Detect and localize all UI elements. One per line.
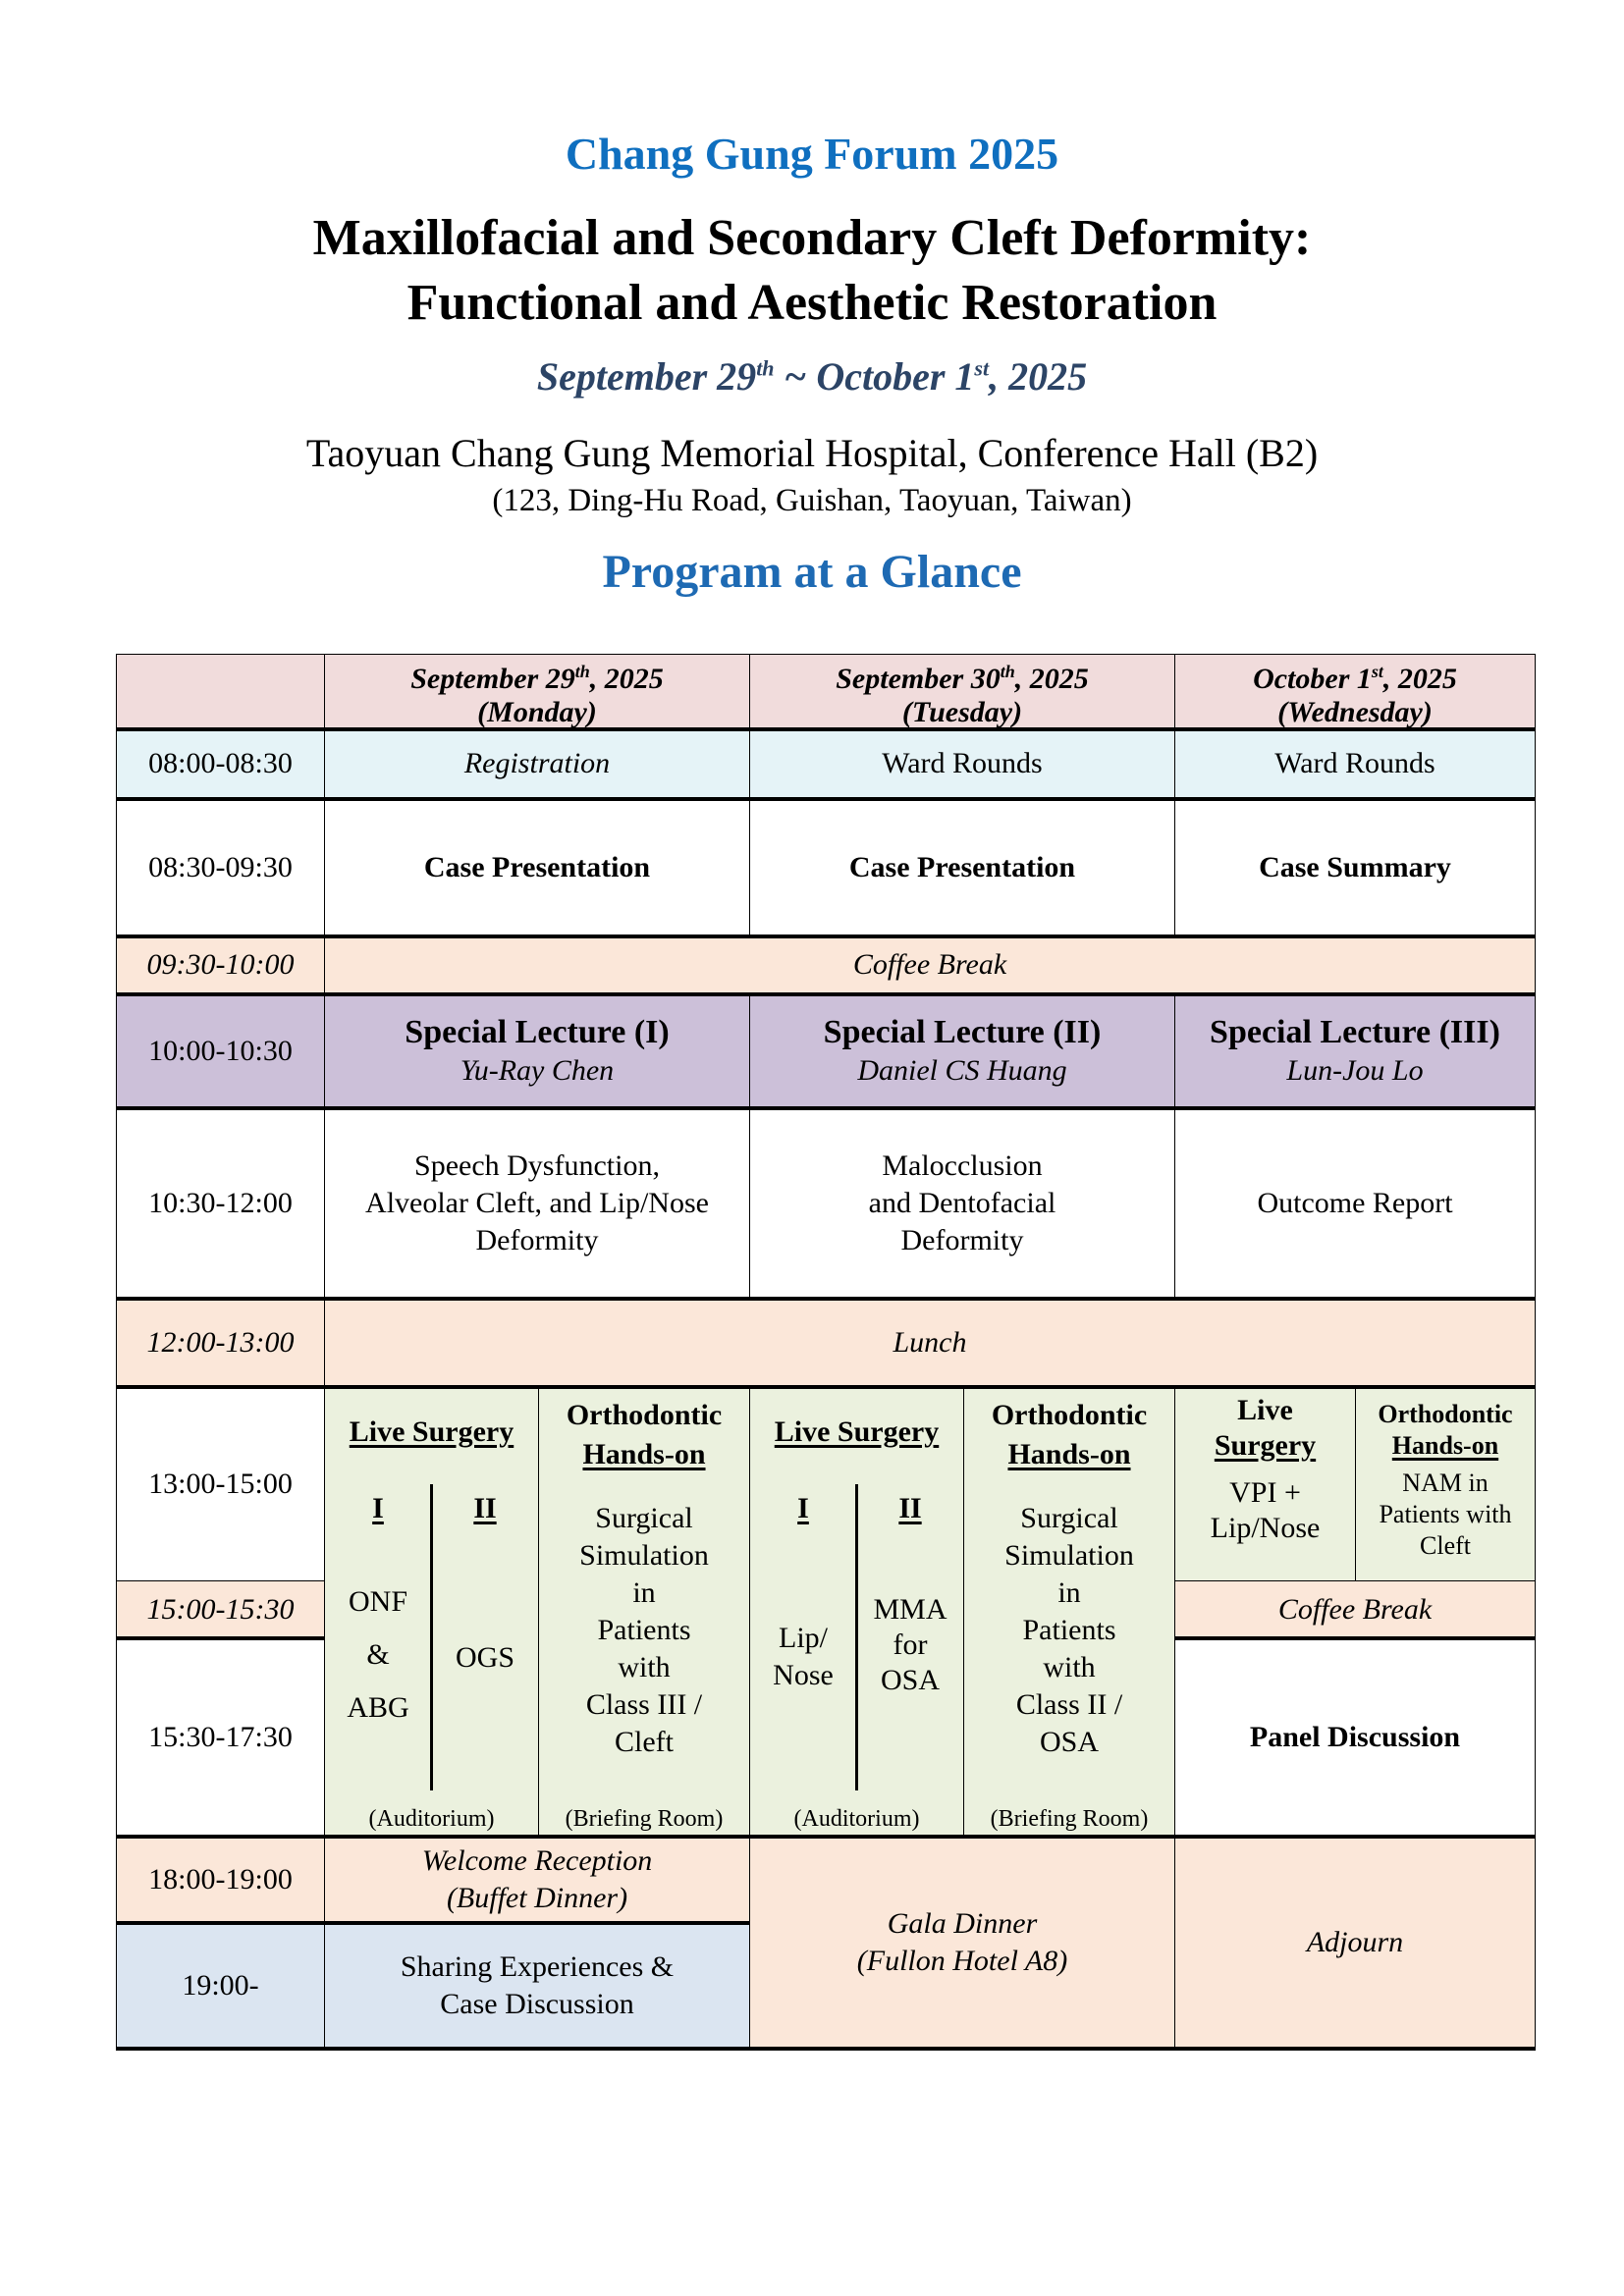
- ortho-day2-content: Surgical Simulation in Patients with Class II / OSA: [1004, 1502, 1134, 1758]
- special-lecture-2: [749, 993, 1175, 1108]
- topic-day2-line: and Dentofacial: [868, 1186, 1056, 1219]
- time-1800: 18:00-19:00: [116, 1836, 325, 1923]
- welcome-reception: [324, 1836, 750, 1923]
- topic-day2-line: Malocclusion: [882, 1148, 1043, 1182]
- lecture-3-speaker: Lun-Jou Lo: [1286, 1053, 1424, 1087]
- event-title-line1: Maxillofacial and Secondary Cleft Deformity:: [312, 210, 1312, 266]
- day-3-weekday: (Wednesday): [1277, 695, 1433, 728]
- time-0930: 09:30-10:00: [116, 935, 325, 994]
- lunch: Lunch: [324, 1298, 1536, 1387]
- corner-cell: [116, 654, 325, 729]
- day-1-date: September 29th, 2025: [410, 661, 664, 695]
- date-year: , 2025: [989, 354, 1088, 399]
- date-end-suffix: st: [974, 355, 990, 381]
- row-divider: [1174, 1636, 1536, 1640]
- day-header-1: [324, 654, 750, 729]
- panel-discussion: Panel Discussion: [1174, 1637, 1536, 1837]
- case-presentation-day1: Case Presentation: [324, 798, 750, 936]
- date-start-suffix: th: [756, 355, 775, 381]
- address: (123, Ding-Hu Road, Guishan, Taoyuan, Taiwan): [492, 483, 1132, 518]
- row-divider: [116, 1297, 1536, 1301]
- ortho-day3-label: Orthodontic Hands-on: [1378, 1400, 1513, 1460]
- row-divider: [116, 1835, 1536, 1839]
- time-1000: 10:00-10:30: [116, 993, 325, 1108]
- topic-day1-line: Speech Dysfunction,: [414, 1148, 660, 1182]
- gala-dinner-venue: (Fullon Hotel A8): [856, 1945, 1068, 1977]
- day3-ortho-content: NAM in Patients with Cleft: [1379, 1468, 1512, 1560]
- event-title: [0, 206, 1624, 336]
- row-divider: [116, 1106, 1536, 1110]
- case-summary: Case Summary: [1174, 798, 1536, 936]
- topic-day2-line: Deformity: [900, 1223, 1024, 1256]
- day-1-weekday: (Monday): [477, 695, 597, 728]
- special-lecture-3: [1174, 993, 1536, 1108]
- row-divider: [116, 1921, 750, 1925]
- case-presentation-day2: Case Presentation: [749, 798, 1175, 936]
- time-1900: 19:00-: [116, 1922, 325, 2050]
- time-1030: 10:30-12:00: [116, 1107, 325, 1299]
- live-surgery-day2-label: Live Surgery: [774, 1415, 940, 1448]
- topic-day1: [324, 1107, 750, 1299]
- time-1530: 15:30-17:30: [116, 1637, 325, 1837]
- row-divider: [116, 797, 1536, 801]
- room-ii-label: II: [898, 1492, 922, 1524]
- row-divider: [116, 1385, 1536, 1389]
- time-1300: 13:00-15:00: [116, 1386, 325, 1581]
- live-surgery-day3: [1174, 1386, 1356, 1581]
- sharing-line1: Sharing Experiences &: [400, 1950, 675, 1983]
- lecture-1-title: Special Lecture (I): [405, 1013, 670, 1050]
- date-start: September 29: [536, 354, 757, 399]
- day-2-weekday: (Tuesday): [901, 695, 1023, 728]
- venue: Taoyuan Chang Gung Memorial Hospital, Conference Hall (B2): [305, 431, 1319, 475]
- event-title-line2: Functional and Aesthetic Restoration: [406, 275, 1218, 331]
- time-1500: 15:00-15:30: [116, 1580, 325, 1638]
- event-dates: [0, 353, 1624, 400]
- coffee-break-morning: Coffee Break: [324, 935, 1536, 994]
- row-divider: [116, 992, 1536, 996]
- date-end: ~ October 1: [774, 354, 975, 399]
- ward-rounds-day2: Ward Rounds: [749, 728, 1175, 799]
- gala-dinner-title: Gala Dinner: [887, 1907, 1038, 1940]
- lecture-3-title: Special Lecture (III): [1210, 1013, 1500, 1050]
- time-1200: 12:00-13:00: [116, 1298, 325, 1387]
- topic-day3: Outcome Report: [1174, 1107, 1536, 1299]
- room-ii-label: II: [473, 1492, 497, 1524]
- day1-auditorium: (Auditorium): [368, 1806, 495, 1832]
- sharing-line2: Case Discussion: [440, 1988, 634, 2020]
- lecture-2-title: Special Lecture (II): [823, 1013, 1102, 1050]
- topic-day1-line: Alveolar Cleft, and Lip/Nose: [365, 1186, 709, 1219]
- section-title: Program at a Glance: [602, 546, 1022, 598]
- welcome-reception-title: Welcome Reception: [421, 1843, 653, 1877]
- row-divider: [116, 934, 1536, 938]
- day1-room-i-content: ONF & ABG: [347, 1585, 409, 1724]
- day1-room-ii-content: OGS: [455, 1641, 514, 1674]
- time-0800: 08:00-08:30: [116, 728, 325, 799]
- lecture-1-speaker: Yu-Ray Chen: [460, 1053, 615, 1087]
- day-header-3: [1174, 654, 1536, 729]
- day2-room-ii-content: MMA for OSA: [873, 1593, 947, 1696]
- time-0830: 08:30-09:30: [116, 798, 325, 936]
- ortho-day2-label: Orthodontic Hands-on: [991, 1399, 1148, 1470]
- ortho-day1-content: Surgical Simulation in Patients with Class III / Cleft: [579, 1502, 709, 1758]
- registration: Registration: [324, 728, 750, 799]
- adjourn: Adjourn: [1174, 1836, 1536, 2050]
- day-header-2: [749, 654, 1175, 729]
- live-surgery-day1-label: Live Surgery: [349, 1415, 514, 1448]
- day3-live-content: VPI + Lip/Nose: [1210, 1476, 1321, 1544]
- gala-dinner: [749, 1836, 1175, 2050]
- welcome-reception-note: (Buffet Dinner): [446, 1881, 628, 1914]
- coffee-break-afternoon: Coffee Break: [1174, 1580, 1536, 1638]
- row-divider: [116, 2047, 1536, 2051]
- topic-day2: [749, 1107, 1175, 1299]
- day2-room-i-content: Lip/ Nose: [773, 1622, 834, 1691]
- day-2-date: September 30th, 2025: [836, 661, 1089, 695]
- room-i-label: I: [372, 1492, 384, 1524]
- live-surgery-day3-label: Live Surgery: [1214, 1394, 1317, 1462]
- ortho-day1-label: Orthodontic Hands-on: [566, 1399, 723, 1470]
- topic-day1-line: Deformity: [475, 1223, 599, 1256]
- special-lecture-1: [324, 993, 750, 1108]
- day2-auditorium: (Auditorium): [793, 1806, 920, 1832]
- row-divider: [116, 1636, 325, 1640]
- day-3-date: October 1st, 2025: [1253, 661, 1457, 695]
- room-i-label: I: [797, 1492, 809, 1524]
- ortho-day3: [1355, 1386, 1536, 1581]
- day1-briefing-room: (Briefing Room): [565, 1806, 724, 1832]
- day2-briefing-room: (Briefing Room): [990, 1806, 1149, 1832]
- row-divider: [116, 727, 1536, 731]
- sharing-experiences: [324, 1922, 750, 2050]
- lecture-2-speaker: Daniel CS Huang: [857, 1053, 1067, 1087]
- ward-rounds-day3: Ward Rounds: [1174, 728, 1536, 799]
- forum-title: Chang Gung Forum 2025: [565, 129, 1059, 179]
